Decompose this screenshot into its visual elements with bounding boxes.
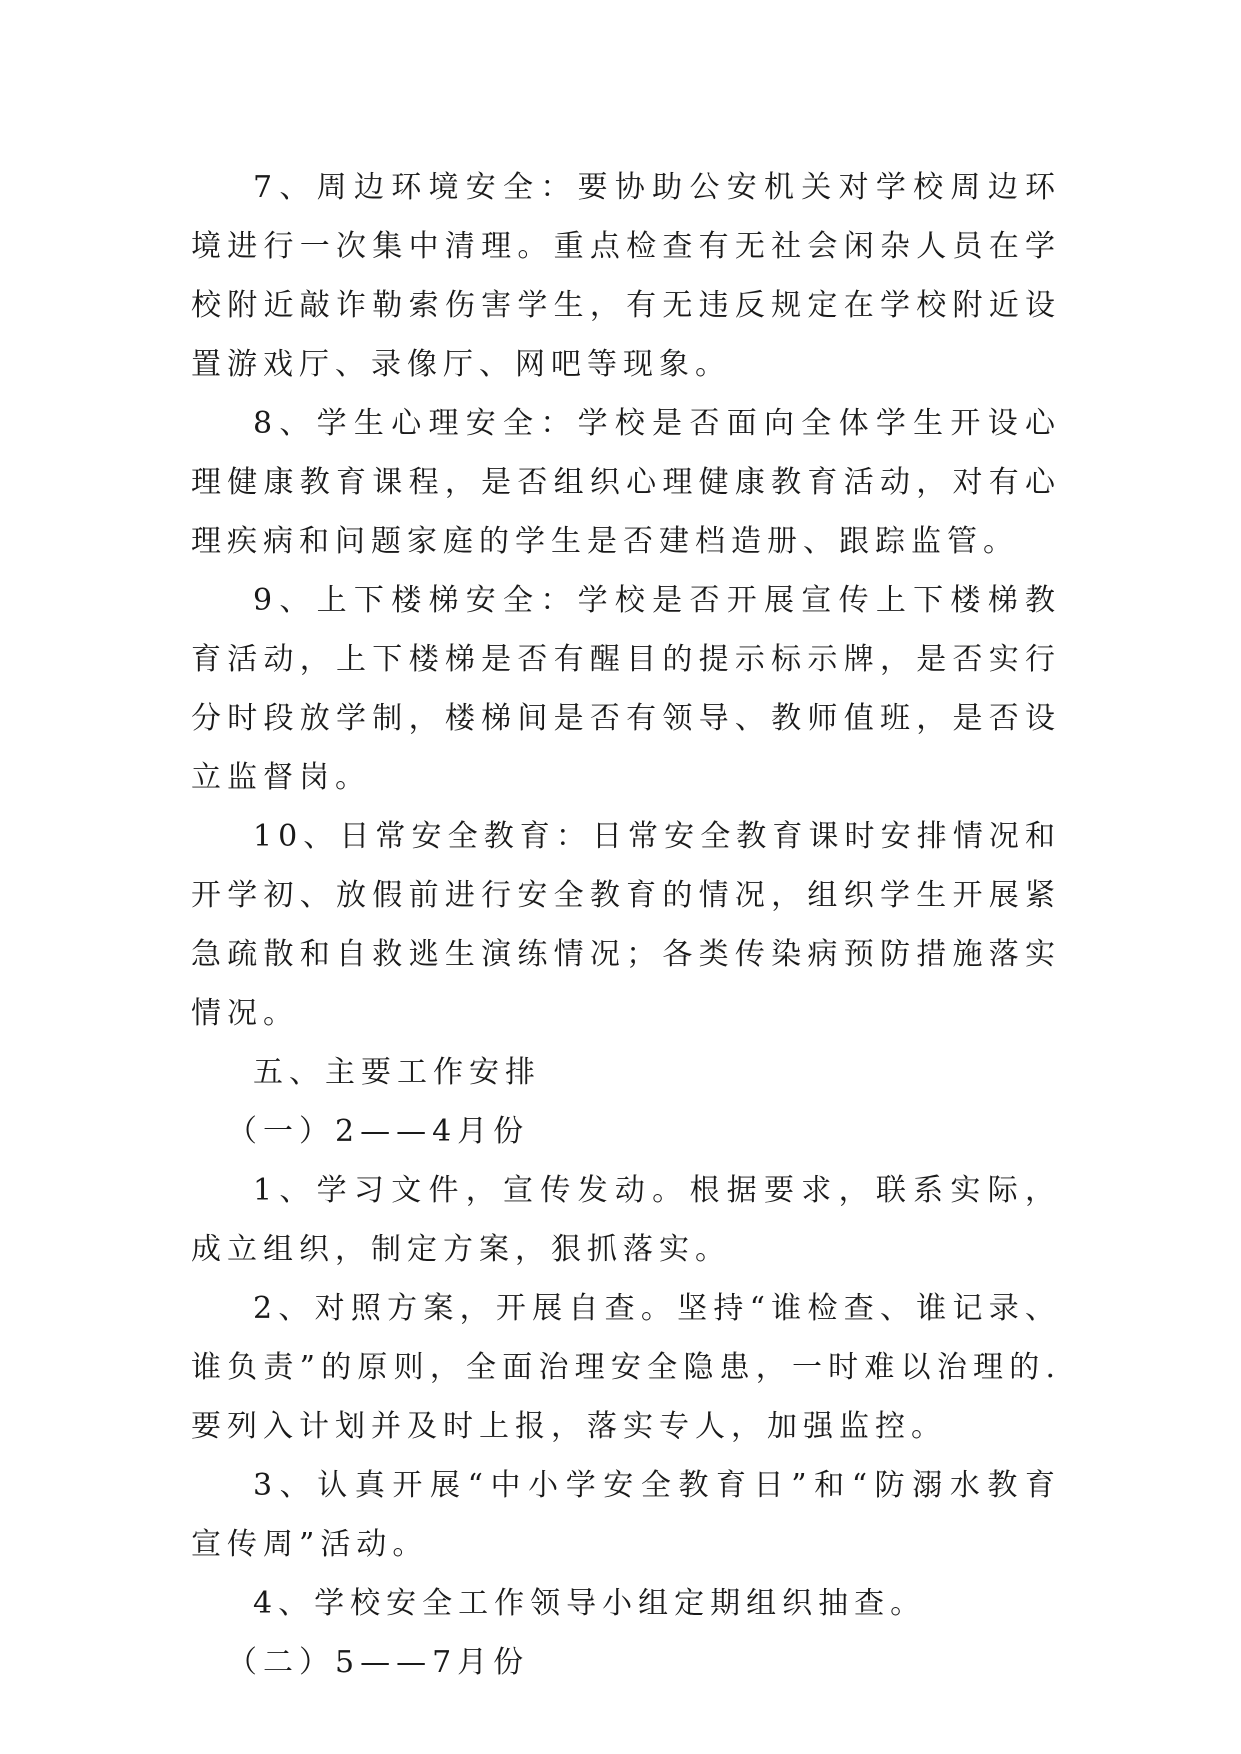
period-1-heading: （一）2——4月份	[227, 1114, 530, 1149]
task-4-leadership-checks: 4、学校安全工作领导小组定期组织抽查。	[253, 1586, 927, 1621]
item-10-daily-safety-education: 10、日常安全教育：日常安全教育课时安排情况和开学初、放假前进行安全教育的情况，组织学生开展紧急疏散和自救逃生演练情况；各类传染病预防措施落实情况。	[191, 819, 1061, 1031]
task-1-study-documents: 1、学习文件，宣传发动。根据要求，联系实际，成立组织，制定方案，狠抓落实。	[191, 1173, 1061, 1267]
item-8-psychological-safety: 8、学生心理安全：学校是否面向全体学生开设心理健康教育课程，是否组织心理健康教育活动，对有心理疾病和问题家庭的学生是否建档造册、跟踪监管。	[191, 406, 1061, 559]
item-7-surrounding-environment: 7、周边环境安全：要协助公安机关对学校周边环境进行一次集中清理。重点检查有无社会闲杂人员在学校附近敲诈勒索伤害学生，有无违反规定在学校附近设置游戏厅、录像厅、网吧等现象。	[191, 170, 1061, 382]
item-9-stairway-safety: 9、上下楼梯安全：学校是否开展宣传上下楼梯教育活动，上下楼梯是否有醒目的提示标示牌，是否实行分时段放学制，楼梯间是否有领导、教师值班，是否设立监督岗。	[191, 583, 1061, 795]
task-2-self-inspection: 2、对照方案，开展自查。坚持“谁检查、谁记录、谁负责”的原则，全面治理安全隐患，一时难以治理的.要列入计划并及时上报，落实专人，加强监控。	[191, 1291, 1061, 1444]
task-3-education-day: 3、认真开展“中小学安全教育日”和“防溺水教育宣传周”活动。	[191, 1468, 1061, 1562]
document-body	[191, 158, 1061, 1692]
section-5-heading: 五、主要工作安排	[253, 1055, 541, 1090]
period-2-heading: （二）5——7月份	[227, 1645, 530, 1680]
